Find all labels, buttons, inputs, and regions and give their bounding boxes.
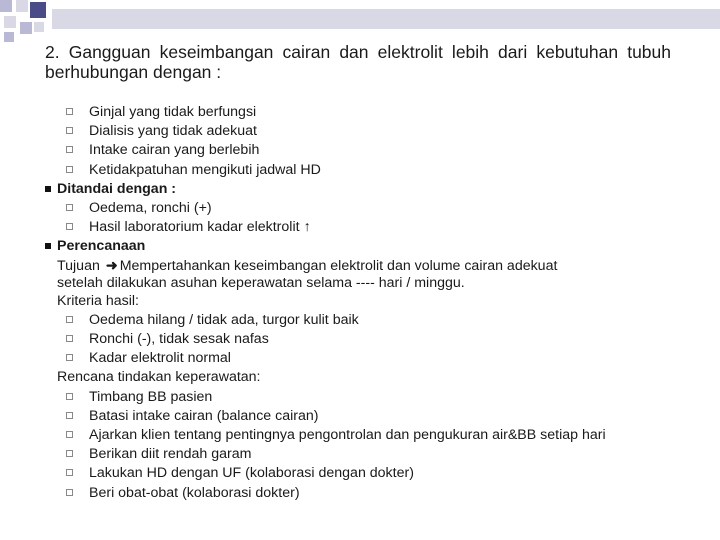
list-item: Beri obat-obat (kolaborasi dokter) <box>0 484 720 503</box>
list-item: Oedema hilang / tidak ada, turgor kulit baik <box>0 311 720 330</box>
list-item: Dialisis yang tidak adekuat <box>0 122 720 141</box>
section-heading: Ditandai dengan : <box>0 180 720 199</box>
list-item: Ginjal yang tidak berfungsi <box>0 103 720 122</box>
checkbox-icon <box>66 127 73 134</box>
decor-square <box>0 0 12 12</box>
checkbox-icon <box>66 316 73 323</box>
checkbox-icon <box>66 489 73 496</box>
list-item: Lakukan HD dengan UF (kolaborasi dengan dokter) <box>0 464 720 483</box>
checkbox-icon <box>66 469 73 476</box>
checkbox-icon <box>66 393 73 400</box>
checkbox-icon <box>66 108 73 115</box>
list-item: Ronchi (-), tidak sesak nafas <box>0 330 720 349</box>
decor-square <box>34 22 44 32</box>
decor-square <box>20 22 32 34</box>
checkbox-icon <box>66 223 73 230</box>
checkbox-icon <box>66 450 73 457</box>
decor-square <box>4 32 14 42</box>
checkbox-icon <box>66 431 73 438</box>
list-item: Intake cairan yang berlebih <box>0 141 720 160</box>
list-item: Hasil laboratorium kadar elektrolit ↑ <box>0 218 720 237</box>
square-bullet-icon <box>45 186 51 192</box>
slide-title: 2. Gangguan keseimbangan cairan dan elektrolit lebih dari kebutuhan tubuh berhubungan dengan : <box>45 42 671 82</box>
decor-square <box>4 16 16 28</box>
checkbox-icon <box>66 412 73 419</box>
list-item: Timbang BB pasien <box>0 388 720 407</box>
slide-content <box>0 103 720 503</box>
section-heading: Perencanaan <box>0 237 720 256</box>
checkbox-icon <box>66 335 73 342</box>
list-item: Oedema, ronchi (+) <box>0 199 720 218</box>
list-item: Berikan diit rendah garam <box>0 445 720 464</box>
checkbox-icon <box>66 354 73 361</box>
list-item: Ajarkan klien tentang pentingnya pengontrolan dan pengukuran air&BB setiap hari <box>0 426 720 445</box>
criteria-heading: Kriteria hasil: <box>57 292 140 309</box>
square-bullet-icon <box>45 243 51 249</box>
goal-line-2: setelah dilakukan asuhan keperawatan selama ---- hari / minggu. <box>57 274 465 291</box>
list-item: Ketidakpatuhan mengikuti jadwal HD <box>0 161 720 180</box>
goal-line: Tujuan ➜ Mempertahankan keseimbangan elektrolit dan volume cairan adekuat <box>0 257 720 276</box>
decor-square <box>16 0 28 12</box>
list-item: Batasi intake cairan (balance cairan) <box>0 407 720 426</box>
arrow-right-icon: ➜ <box>105 257 118 274</box>
plan-heading: Rencana tindakan keperawatan: <box>57 369 261 386</box>
checkbox-icon <box>66 166 73 173</box>
checkbox-icon <box>66 204 73 211</box>
checkbox-icon <box>66 146 73 153</box>
header-bar <box>52 9 720 29</box>
decor-square <box>30 2 46 18</box>
list-item: Kadar elektrolit normal <box>0 349 720 368</box>
